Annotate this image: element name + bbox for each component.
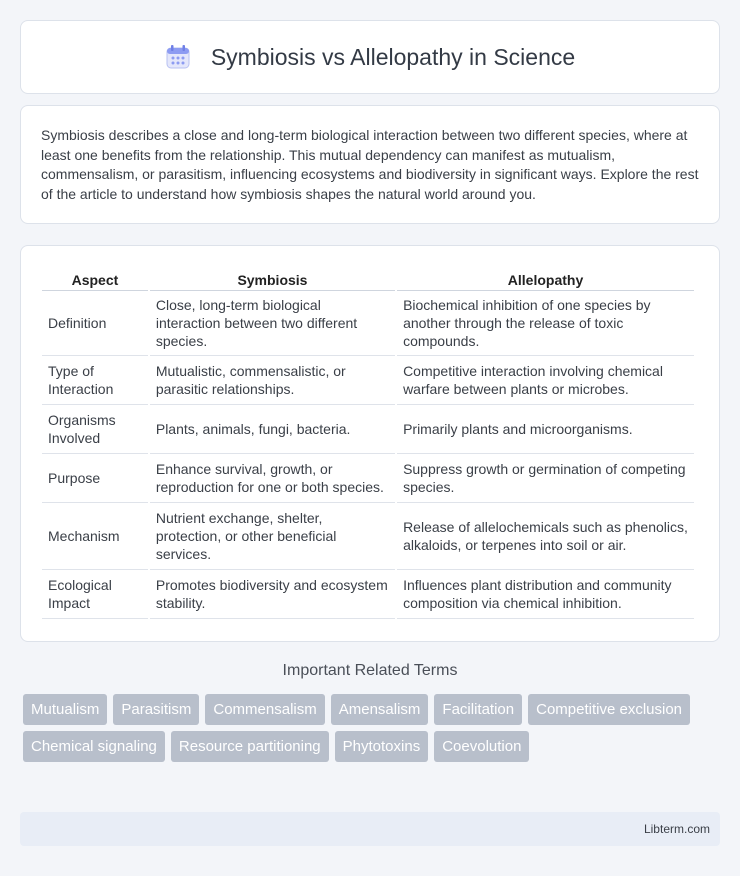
table-row xyxy=(42,356,694,405)
title-card xyxy=(20,20,720,94)
table-row xyxy=(42,405,694,454)
row-allelopathy-cell: Suppress growth or germination of competing species. xyxy=(397,454,694,503)
table-row xyxy=(42,570,694,619)
table-row xyxy=(42,291,694,356)
footer-site-link[interactable]: Libterm.com xyxy=(643,822,710,836)
header-symbiosis: Symbiosis xyxy=(150,266,395,291)
header-aspect: Aspect xyxy=(42,266,148,291)
comparison-table xyxy=(40,266,696,619)
tag-competitive-exclusion[interactable]: Competitive exclusion xyxy=(528,694,690,725)
related-terms-title: Important Related Terms xyxy=(282,662,458,679)
tag-commensalism[interactable]: Commensalism xyxy=(205,694,324,725)
tag-phytotoxins[interactable]: Phytotoxins xyxy=(335,731,429,762)
tag-coevolution[interactable]: Coevolution xyxy=(434,731,529,762)
tag-parasitism[interactable]: Parasitism xyxy=(113,694,199,725)
row-aspect-cell: Organisms Involved xyxy=(42,405,148,454)
related-terms-list xyxy=(23,694,723,768)
table-row xyxy=(42,454,694,503)
row-symbiosis-cell: Nutrient exchange, shelter, protection, or other beneficial services. xyxy=(150,503,395,570)
header-allelopathy: Allelopathy xyxy=(397,266,694,291)
table-row xyxy=(42,503,694,570)
row-symbiosis-cell: Close, long-term biological interaction between two different species. xyxy=(150,291,395,356)
intro-paragraph: Symbiosis describes a close and long-term biological interaction between two different species, where at least one benefits from the relationship. This mutual dependency can manifest as mutualism, commensalism, or parasitism, influencing ecosystems and biodiversity in significant ways. Explore the rest of the article to understand how symbiosis shapes the natural world around you. xyxy=(41,127,699,202)
row-aspect-cell: Ecological Impact xyxy=(42,570,148,619)
row-allelopathy-cell: Competitive interaction involving chemical warfare between plants or microbes. xyxy=(397,356,694,405)
table-header-row xyxy=(42,266,694,291)
tag-amensalism[interactable]: Amensalism xyxy=(331,694,429,725)
row-symbiosis-cell: Promotes biodiversity and ecosystem stability. xyxy=(150,570,395,619)
row-allelopathy-cell: Primarily plants and microorganisms. xyxy=(397,405,694,454)
tag-chemical-signaling[interactable]: Chemical signaling xyxy=(23,731,165,762)
tag-mutualism[interactable]: Mutualism xyxy=(23,694,107,725)
tag-resource-partitioning[interactable]: Resource partitioning xyxy=(171,731,329,762)
tag-facilitation[interactable]: Facilitation xyxy=(434,694,522,725)
row-symbiosis-cell: Mutualistic, commensalistic, or parasitic relationships. xyxy=(150,356,395,405)
page-title: Symbiosis vs Allelopathy in Science xyxy=(210,43,576,70)
row-allelopathy-cell: Release of allelochemicals such as phenolics, alkaloids, or terpenes into soil or air. xyxy=(397,503,694,570)
footer xyxy=(20,812,720,846)
row-aspect-cell: Type of Interaction xyxy=(42,356,148,405)
comparison-table-card xyxy=(20,245,720,642)
row-symbiosis-cell: Enhance survival, growth, or reproduction for one or both species. xyxy=(150,454,395,503)
row-allelopathy-cell: Biochemical inhibition of one species by another through the release of toxic compounds. xyxy=(397,291,694,356)
row-allelopathy-cell: Influences plant distribution and community composition via chemical inhibition. xyxy=(397,570,694,619)
row-aspect-cell: Definition xyxy=(42,291,148,356)
intro-card xyxy=(20,105,720,224)
row-aspect-cell: Mechanism xyxy=(42,503,148,570)
row-aspect-cell: Purpose xyxy=(42,454,148,503)
row-symbiosis-cell: Plants, animals, fungi, bacteria. xyxy=(150,405,395,454)
calendar-icon xyxy=(165,44,191,70)
